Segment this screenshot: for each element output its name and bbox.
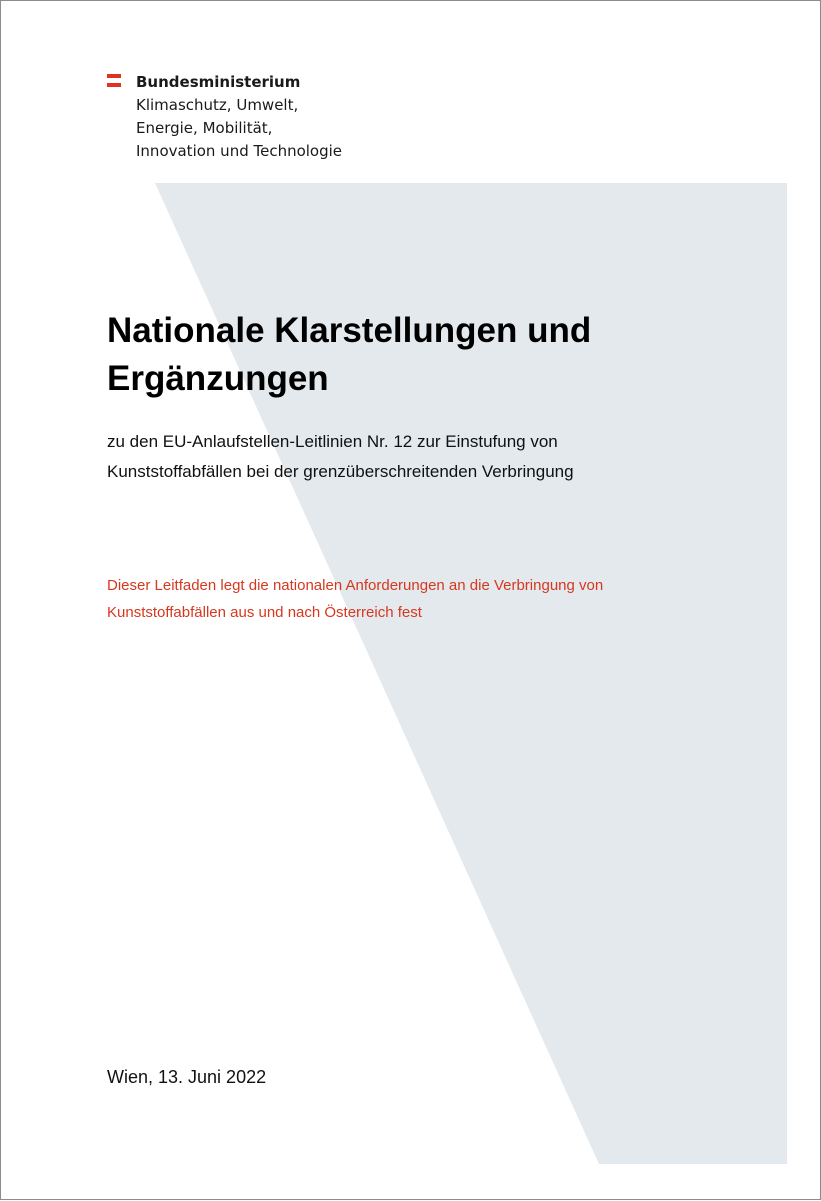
flag-stripe-top (107, 74, 121, 78)
title-line-2: Ergänzungen (107, 359, 329, 398)
subtitle-line-1: zu den EU-Anlaufstellen-Leitlinien Nr. 12 zur Einstufung von (107, 432, 558, 451)
document-subtitle (107, 427, 727, 487)
ministry-line-3: Innovation und Technologie (136, 142, 343, 160)
subtitle-line-2: Kunststoffabfällen bei der grenzüberschreitenden Verbringung (107, 462, 574, 481)
flag-stripe-bottom (107, 83, 121, 87)
ministry-name (136, 71, 456, 163)
ministry-line-2: Energie, Mobilität, (136, 119, 273, 137)
document-title (107, 307, 667, 403)
notice-line-1: Dieser Leitfaden legt die nationalen Anforderungen an die Verbringung von (107, 577, 604, 594)
ministry-heading: Bundesministerium (136, 73, 301, 91)
scope-notice (107, 572, 727, 626)
notice-line-2: Kunststoffabfällen aus und nach Österreich fest (107, 604, 422, 621)
ministry-line-1: Klimaschutz, Umwelt, (136, 96, 299, 114)
publication-date: Wien, 13. Juni 2022 (107, 1067, 267, 1087)
title-line-1: Nationale Klarstellungen und (107, 311, 592, 350)
austrian-flag-icon (107, 74, 121, 87)
